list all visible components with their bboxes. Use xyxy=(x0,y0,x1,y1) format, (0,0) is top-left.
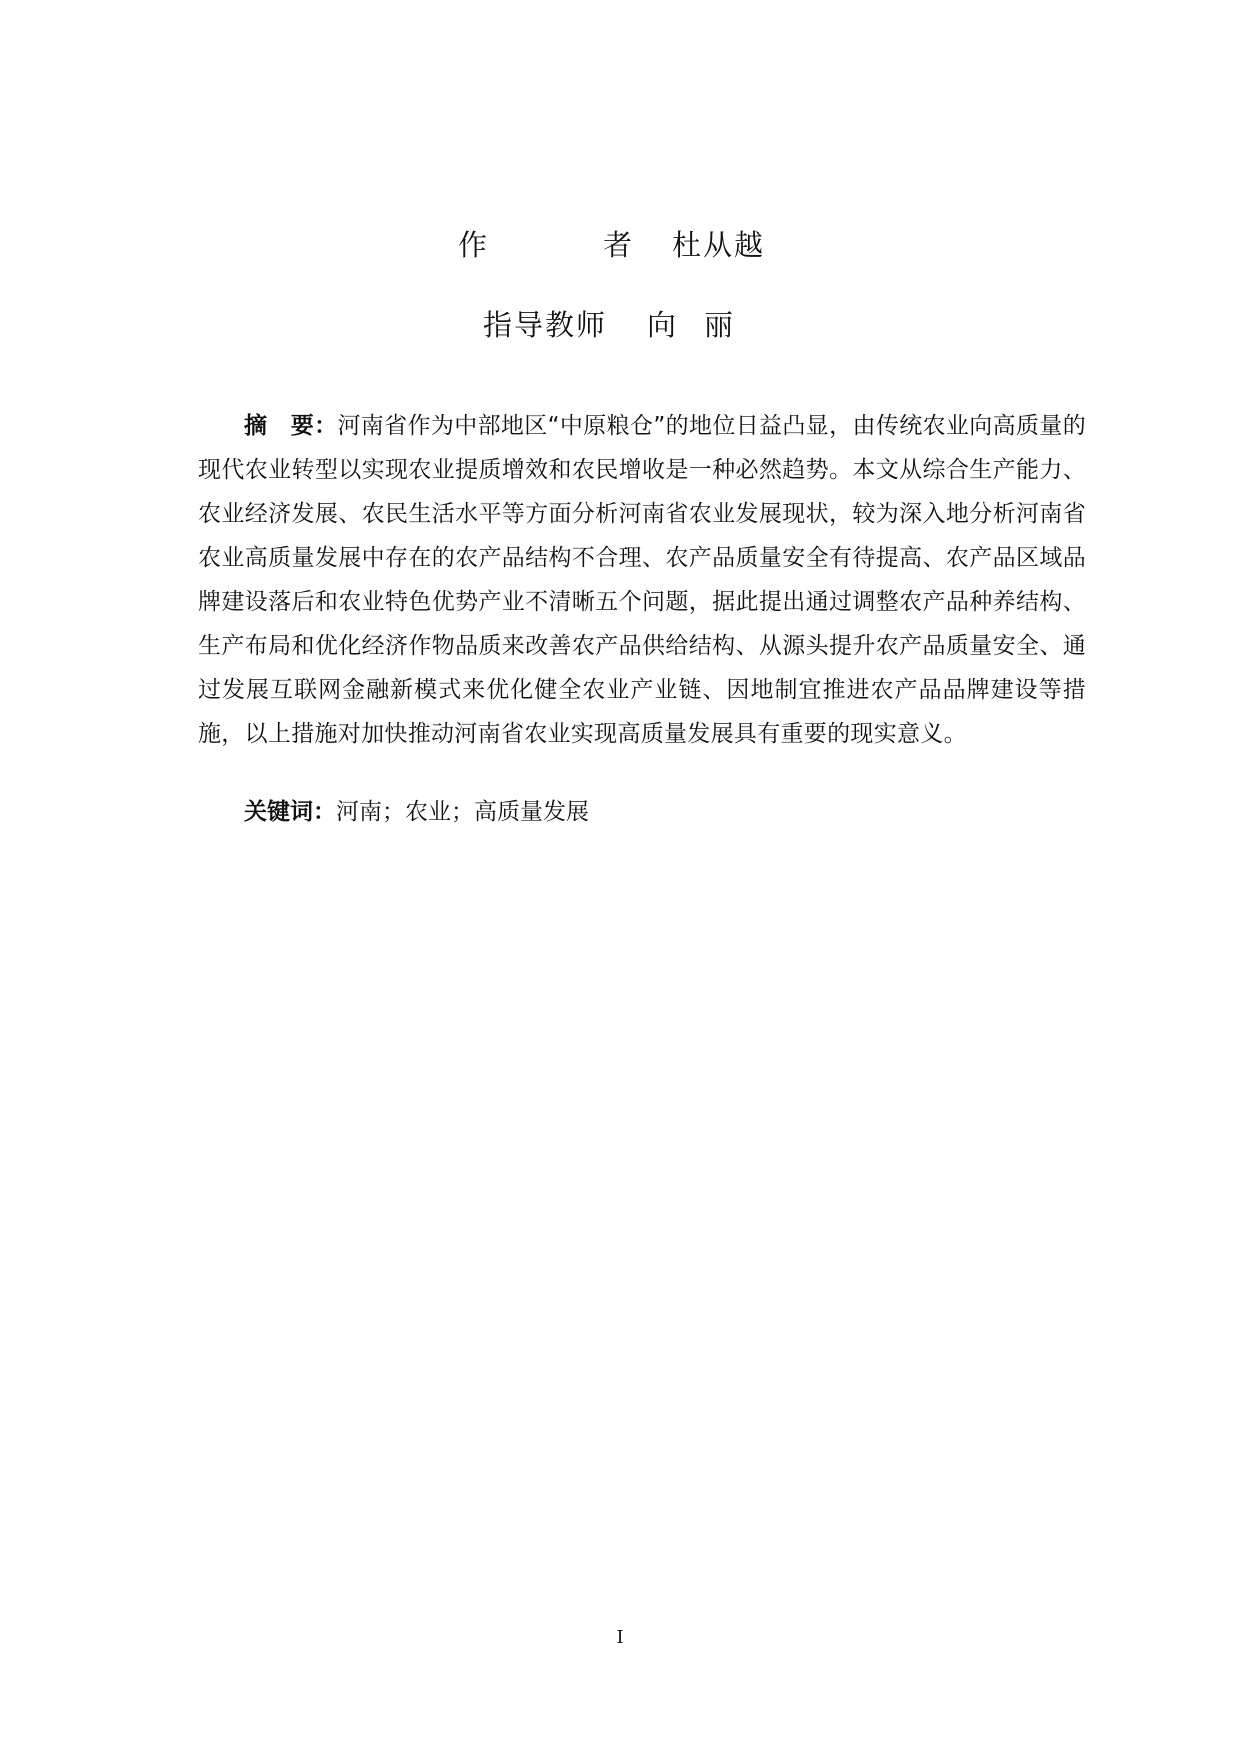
abstract-label-text: 摘 要 xyxy=(244,413,315,439)
abstract-label-colon: ： xyxy=(314,413,338,439)
advisor-name-char-2: 丽 xyxy=(703,308,735,342)
author-label-char-1: 作 xyxy=(458,228,488,262)
keywords-line xyxy=(198,794,1086,830)
abstract-label xyxy=(244,413,337,439)
page-number: I xyxy=(616,1627,624,1648)
abstract-paragraph xyxy=(198,404,1086,756)
author-line xyxy=(0,228,1240,262)
author-name: 杜从越 xyxy=(672,228,766,262)
keywords-label-colon: ： xyxy=(313,799,336,825)
abstract-text: 河南省作为中部地区“中原粮仓”的地位日益凸显，由传统农业向高质量的现代农业转型以实现农业提质增效和农民增收是一种必然趋势。本文从综合生产能力、农业经济发展、农民生活水平等方面分析河南省农业发展现状，较为深入地分析河南省农业高质量发展中存在的农产品结构不合理、农产品质量安全有待提高、农产品区域品牌建设落后和农业特色优势产业不清晰五个问题，据此提出通过调整农产品种养结构、生产布局和优化经济作物品质来改善农产品供给结构、从源头提升农产品质量安全、通过发展互联网金融新模式来优化健全农业产业链、因地制宜推进农产品品牌建设等措施，以上措施对加快推动河南省农业实现高质量发展具有重要的现实意义。 xyxy=(198,413,1086,747)
keywords-label xyxy=(244,799,336,825)
author-label-char-2: 者 xyxy=(602,228,632,262)
keywords-text: 河南；农业；高质量发展 xyxy=(336,799,589,825)
advisor-label: 指导教师 xyxy=(482,308,607,342)
advisor-line xyxy=(0,308,1240,342)
advisor-name-char-1: 向 xyxy=(647,308,679,342)
keywords-label-text: 关键词 xyxy=(244,799,313,825)
author-block xyxy=(0,228,1240,388)
author-label xyxy=(458,228,632,262)
advisor-name xyxy=(647,308,735,342)
